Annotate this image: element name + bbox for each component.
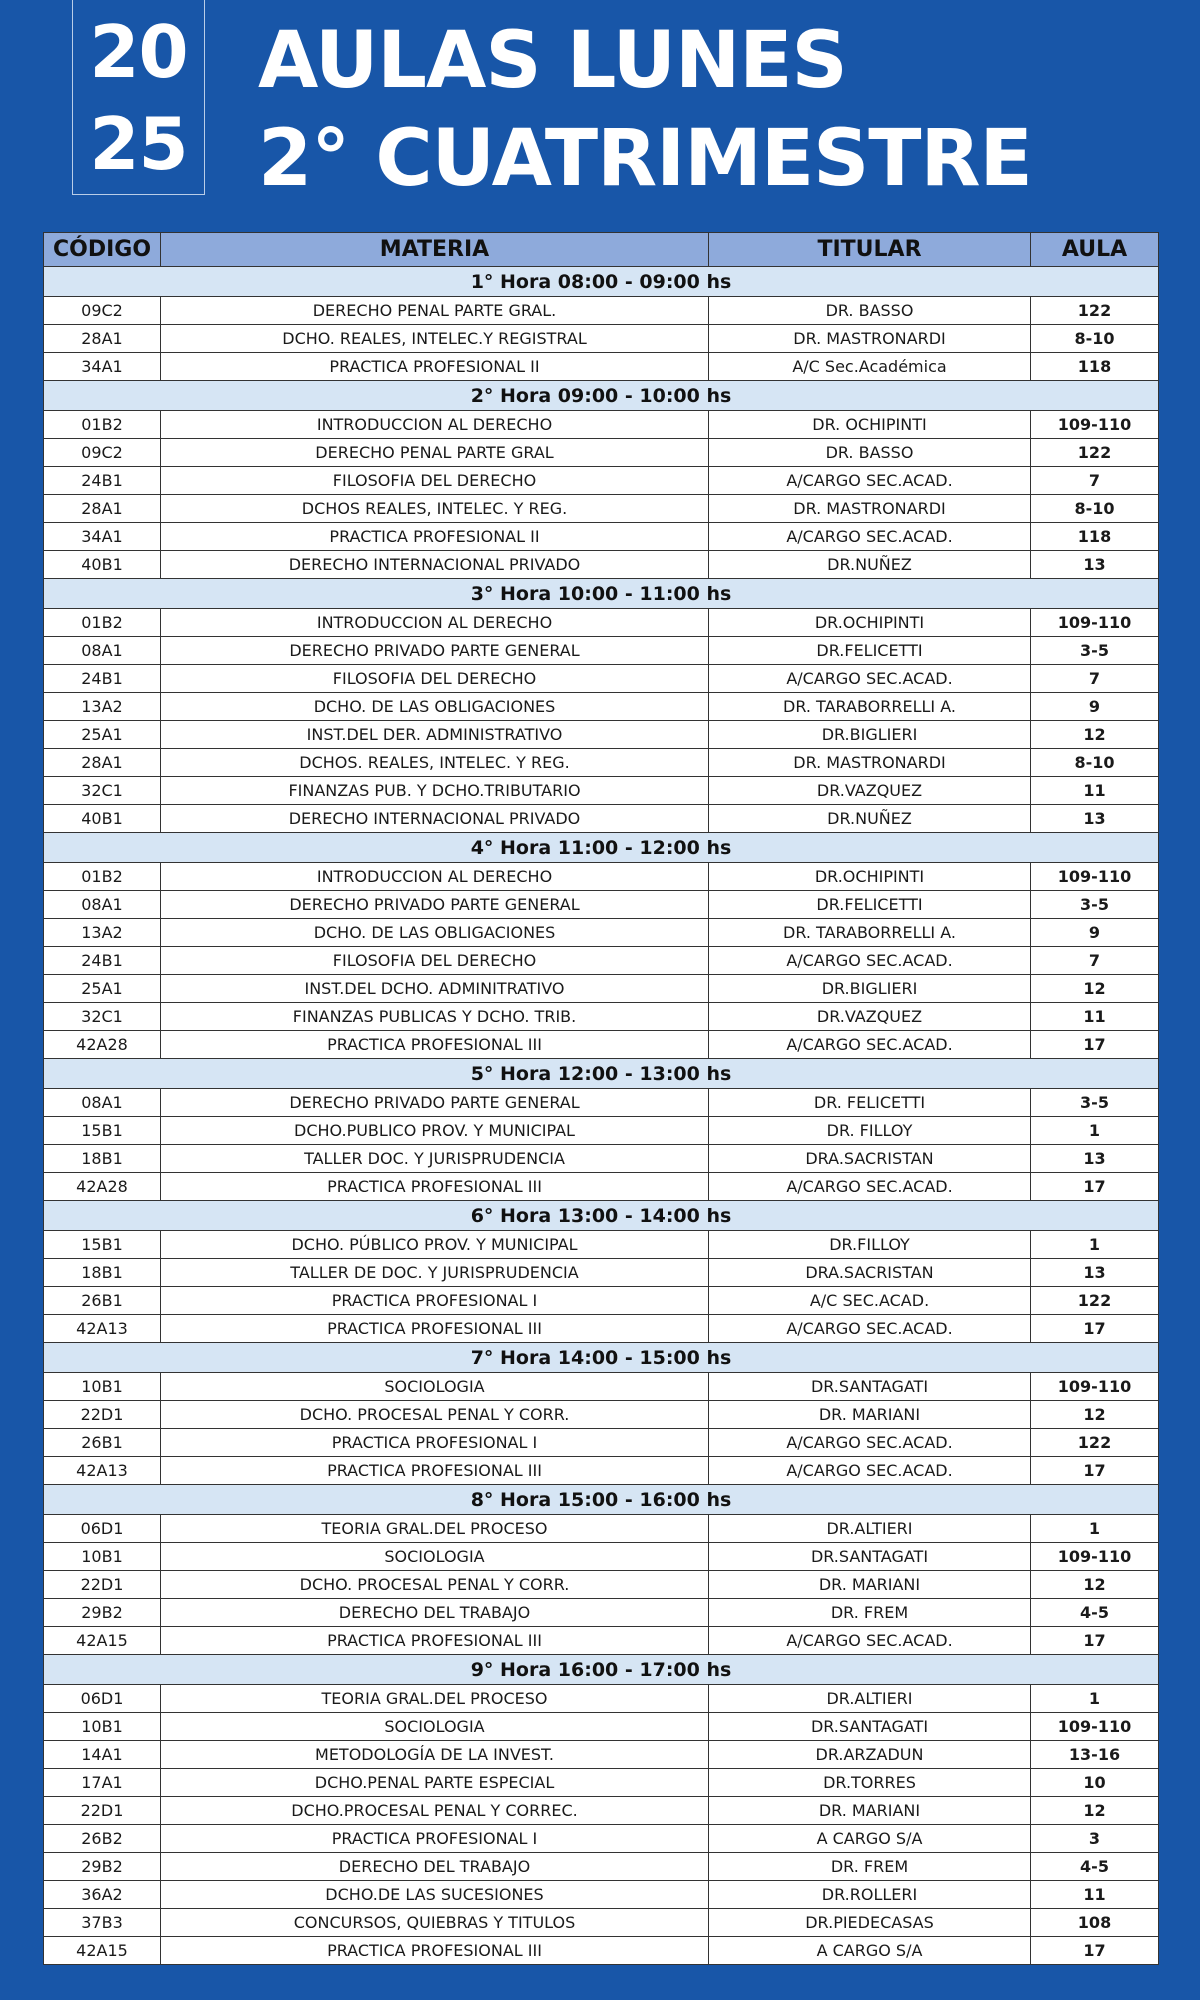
codigo-cell: 26B1 [44, 1429, 161, 1457]
titular-cell: A/C SEC.ACAD. [709, 1287, 1031, 1315]
materia-cell: DERECHO DEL TRABAJO [161, 1853, 709, 1881]
codigo-cell: 01B2 [44, 411, 161, 439]
materia-cell: PRACTICA PROFESIONAL III [161, 1031, 709, 1059]
page-title [258, 12, 1032, 208]
codigo-cell: 08A1 [44, 1089, 161, 1117]
materia-cell: DCHO. DE LAS OBLIGACIONES [161, 919, 709, 947]
column-header-aula: AULA [1031, 233, 1159, 267]
codigo-cell: 24B1 [44, 947, 161, 975]
time-slot-row [44, 1201, 1159, 1231]
column-header-codigo: CÓDIGO [44, 233, 161, 267]
aula-cell: 3-5 [1031, 891, 1159, 919]
aula-cell: 8-10 [1031, 325, 1159, 353]
titular-cell: DR.OCHIPINTI [709, 609, 1031, 637]
aula-cell: 3 [1031, 1825, 1159, 1853]
codigo-cell: 09C2 [44, 297, 161, 325]
aula-cell: 4-5 [1031, 1853, 1159, 1881]
table-row [44, 439, 1159, 467]
aula-cell: 8-10 [1031, 495, 1159, 523]
year-bottom: 25 [89, 102, 188, 186]
titular-cell: DR.PIEDECASAS [709, 1909, 1031, 1937]
materia-cell: DCHO. PÚBLICO PROV. Y MUNICIPAL [161, 1231, 709, 1259]
materia-cell: PRACTICA PROFESIONAL I [161, 1287, 709, 1315]
materia-cell: TALLER DE DOC. Y JURISPRUDENCIA [161, 1259, 709, 1287]
titular-cell: DRA.SACRISTAN [709, 1259, 1031, 1287]
titular-cell: DR.FELICETTI [709, 891, 1031, 919]
titular-cell: DR. FELICETTI [709, 1089, 1031, 1117]
materia-cell: DCHO.DE LAS SUCESIONES [161, 1881, 709, 1909]
time-slot-label: 7° Hora 14:00 - 15:00 hs [44, 1343, 1159, 1373]
table-row [44, 1599, 1159, 1627]
aula-cell: 9 [1031, 693, 1159, 721]
table-row [44, 1909, 1159, 1937]
titular-cell: DR.VAZQUEZ [709, 777, 1031, 805]
aula-cell: 4-5 [1031, 1599, 1159, 1627]
codigo-cell: 25A1 [44, 975, 161, 1003]
table-row [44, 1231, 1159, 1259]
titular-cell: DR. MARIANI [709, 1797, 1031, 1825]
codigo-cell: 26B1 [44, 1287, 161, 1315]
time-slot-label: 9° Hora 16:00 - 17:00 hs [44, 1655, 1159, 1685]
codigo-cell: 28A1 [44, 325, 161, 353]
time-slot-label: 2° Hora 09:00 - 10:00 hs [44, 381, 1159, 411]
table-row [44, 975, 1159, 1003]
aula-cell: 11 [1031, 1881, 1159, 1909]
titular-cell: A CARGO S/A [709, 1937, 1031, 1965]
materia-cell: INTRODUCCION AL DERECHO [161, 863, 709, 891]
titular-cell: A/CARGO SEC.ACAD. [709, 947, 1031, 975]
materia-cell: INTRODUCCION AL DERECHO [161, 609, 709, 637]
aula-cell: 109-110 [1031, 1713, 1159, 1741]
aula-cell: 12 [1031, 1797, 1159, 1825]
titular-cell: DR.ARZADUN [709, 1741, 1031, 1769]
table-row [44, 1741, 1159, 1769]
codigo-cell: 32C1 [44, 777, 161, 805]
codigo-cell: 17A1 [44, 1769, 161, 1797]
table-row [44, 551, 1159, 579]
materia-cell: DCHO. REALES, INTELEC.Y REGISTRAL [161, 325, 709, 353]
codigo-cell: 24B1 [44, 665, 161, 693]
aula-cell: 9 [1031, 919, 1159, 947]
codigo-cell: 42A15 [44, 1627, 161, 1655]
titular-cell: DR.NUÑEZ [709, 551, 1031, 579]
codigo-cell: 25A1 [44, 721, 161, 749]
aula-cell: 12 [1031, 1401, 1159, 1429]
materia-cell: PRACTICA PROFESIONAL III [161, 1315, 709, 1343]
table-row [44, 1881, 1159, 1909]
codigo-cell: 42A28 [44, 1173, 161, 1201]
aula-cell: 7 [1031, 665, 1159, 693]
codigo-cell: 26B2 [44, 1825, 161, 1853]
table-row [44, 1173, 1159, 1201]
table-row [44, 721, 1159, 749]
materia-cell: FINANZAS PUBLICAS Y DCHO. TRIB. [161, 1003, 709, 1031]
materia-cell: FILOSOFIA DEL DERECHO [161, 665, 709, 693]
codigo-cell: 34A1 [44, 353, 161, 381]
table-row [44, 749, 1159, 777]
codigo-cell: 06D1 [44, 1685, 161, 1713]
codigo-cell: 08A1 [44, 637, 161, 665]
materia-cell: DCHO.PENAL PARTE ESPECIAL [161, 1769, 709, 1797]
table-row [44, 1429, 1159, 1457]
aula-cell: 17 [1031, 1031, 1159, 1059]
aula-cell: 17 [1031, 1173, 1159, 1201]
materia-cell: PRACTICA PROFESIONAL III [161, 1457, 709, 1485]
materia-cell: INTRODUCCION AL DERECHO [161, 411, 709, 439]
titular-cell: DR. FREM [709, 1853, 1031, 1881]
time-slot-label: 3° Hora 10:00 - 11:00 hs [44, 579, 1159, 609]
aula-cell: 1 [1031, 1231, 1159, 1259]
table-row [44, 919, 1159, 947]
table-row [44, 665, 1159, 693]
titular-cell: DR. FREM [709, 1599, 1031, 1627]
titular-cell: DR.BIGLIERI [709, 975, 1031, 1003]
time-slot-row [44, 1485, 1159, 1515]
titular-cell: DR. FILLOY [709, 1117, 1031, 1145]
titular-cell: DR.FELICETTI [709, 637, 1031, 665]
table-row [44, 1825, 1159, 1853]
titular-cell: A/CARGO SEC.ACAD. [709, 1173, 1031, 1201]
time-slot-row [44, 579, 1159, 609]
titular-cell: DR. TARABORRELLI A. [709, 693, 1031, 721]
codigo-cell: 01B2 [44, 609, 161, 637]
table-row [44, 1515, 1159, 1543]
table-row [44, 1031, 1159, 1059]
codigo-cell: 13A2 [44, 693, 161, 721]
titular-cell: DR.SANTAGATI [709, 1543, 1031, 1571]
codigo-cell: 15B1 [44, 1117, 161, 1145]
titular-cell: DRA.SACRISTAN [709, 1145, 1031, 1173]
aula-cell: 108 [1031, 1909, 1159, 1937]
table-row [44, 1287, 1159, 1315]
materia-cell: DERECHO PRIVADO PARTE GENERAL [161, 891, 709, 919]
codigo-cell: 42A13 [44, 1315, 161, 1343]
table-row [44, 1315, 1159, 1343]
time-slot-label: 6° Hora 13:00 - 14:00 hs [44, 1201, 1159, 1231]
aula-cell: 17 [1031, 1937, 1159, 1965]
materia-cell: INST.DEL DER. ADMINISTRATIVO [161, 721, 709, 749]
materia-cell: DCHO. DE LAS OBLIGACIONES [161, 693, 709, 721]
time-slot-row [44, 1343, 1159, 1373]
materia-cell: DCHO. PROCESAL PENAL Y CORR. [161, 1401, 709, 1429]
titular-cell: A/CARGO SEC.ACAD. [709, 1031, 1031, 1059]
aula-cell: 8-10 [1031, 749, 1159, 777]
title-line-1: AULAS LUNES [258, 16, 847, 106]
aula-cell: 12 [1031, 721, 1159, 749]
materia-cell: DCHOS REALES, INTELEC. Y REG. [161, 495, 709, 523]
time-slot-label: 8° Hora 15:00 - 16:00 hs [44, 1485, 1159, 1515]
table-row [44, 495, 1159, 523]
codigo-cell: 28A1 [44, 749, 161, 777]
table-row [44, 297, 1159, 325]
time-slot-label: 1° Hora 08:00 - 09:00 hs [44, 267, 1159, 297]
titular-cell: DR.ROLLERI [709, 1881, 1031, 1909]
titular-cell: DR.ALTIERI [709, 1515, 1031, 1543]
codigo-cell: 28A1 [44, 495, 161, 523]
table-row [44, 863, 1159, 891]
aula-cell: 122 [1031, 1287, 1159, 1315]
materia-cell: TEORIA GRAL.DEL PROCESO [161, 1685, 709, 1713]
aula-cell: 1 [1031, 1117, 1159, 1145]
table-row [44, 523, 1159, 551]
titular-cell: A/C Sec.Académica [709, 353, 1031, 381]
time-slot-row [44, 381, 1159, 411]
table-row [44, 947, 1159, 975]
title-line-2: 2° CUATRIMESTRE [258, 114, 1032, 204]
codigo-cell: 10B1 [44, 1373, 161, 1401]
column-header-materia: MATERIA [161, 233, 709, 267]
aula-cell: 17 [1031, 1627, 1159, 1655]
materia-cell: DERECHO INTERNACIONAL PRIVADO [161, 805, 709, 833]
codigo-cell: 22D1 [44, 1401, 161, 1429]
codigo-cell: 14A1 [44, 1741, 161, 1769]
materia-cell: PRACTICA PROFESIONAL I [161, 1825, 709, 1853]
aula-cell: 109-110 [1031, 1543, 1159, 1571]
materia-cell: TEORIA GRAL.DEL PROCESO [161, 1515, 709, 1543]
codigo-cell: 29B2 [44, 1853, 161, 1881]
aula-cell: 13 [1031, 1145, 1159, 1173]
table-row [44, 1543, 1159, 1571]
table-row [44, 637, 1159, 665]
materia-cell: DCHO.PUBLICO PROV. Y MUNICIPAL [161, 1117, 709, 1145]
codigo-cell: 09C2 [44, 439, 161, 467]
table-row [44, 609, 1159, 637]
table-row [44, 1769, 1159, 1797]
titular-cell: A/CARGO SEC.ACAD. [709, 1315, 1031, 1343]
table-row [44, 1571, 1159, 1599]
codigo-cell: 01B2 [44, 863, 161, 891]
titular-cell: A/CARGO SEC.ACAD. [709, 665, 1031, 693]
codigo-cell: 15B1 [44, 1231, 161, 1259]
column-header-row [44, 233, 1159, 267]
titular-cell: DR.OCHIPINTI [709, 863, 1031, 891]
materia-cell: METODOLOGÍA DE LA INVEST. [161, 1741, 709, 1769]
materia-cell: PRACTICA PROFESIONAL I [161, 1429, 709, 1457]
year-top: 20 [89, 10, 188, 94]
materia-cell: DERECHO PRIVADO PARTE GENERAL [161, 1089, 709, 1117]
materia-cell: PRACTICA PROFESIONAL II [161, 523, 709, 551]
titular-cell: DR. MASTRONARDI [709, 325, 1031, 353]
aula-cell: 109-110 [1031, 863, 1159, 891]
time-slot-row [44, 1059, 1159, 1089]
materia-cell: PRACTICA PROFESIONAL II [161, 353, 709, 381]
aula-cell: 3-5 [1031, 637, 1159, 665]
codigo-cell: 40B1 [44, 805, 161, 833]
table-row [44, 1853, 1159, 1881]
table-row [44, 777, 1159, 805]
aula-cell: 17 [1031, 1315, 1159, 1343]
codigo-cell: 32C1 [44, 1003, 161, 1031]
table-row [44, 1259, 1159, 1287]
codigo-cell: 42A28 [44, 1031, 161, 1059]
aula-cell: 13 [1031, 805, 1159, 833]
codigo-cell: 06D1 [44, 1515, 161, 1543]
aula-cell: 1 [1031, 1515, 1159, 1543]
materia-cell: SOCIOLOGIA [161, 1373, 709, 1401]
table-row [44, 1685, 1159, 1713]
codigo-cell: 42A15 [44, 1937, 161, 1965]
codigo-cell: 40B1 [44, 551, 161, 579]
codigo-cell: 34A1 [44, 523, 161, 551]
aula-cell: 122 [1031, 1429, 1159, 1457]
aula-cell: 17 [1031, 1457, 1159, 1485]
table-row [44, 411, 1159, 439]
materia-cell: DERECHO PENAL PARTE GRAL [161, 439, 709, 467]
codigo-cell: 13A2 [44, 919, 161, 947]
aula-cell: 12 [1031, 1571, 1159, 1599]
materia-cell: FILOSOFIA DEL DERECHO [161, 467, 709, 495]
materia-cell: FILOSOFIA DEL DERECHO [161, 947, 709, 975]
table-row [44, 1937, 1159, 1965]
table-row [44, 1457, 1159, 1485]
aula-cell: 109-110 [1031, 609, 1159, 637]
table-row [44, 1117, 1159, 1145]
aula-cell: 7 [1031, 947, 1159, 975]
aula-cell: 3-5 [1031, 1089, 1159, 1117]
titular-cell: DR. TARABORRELLI A. [709, 919, 1031, 947]
materia-cell: DCHOS. REALES, INTELEC. Y REG. [161, 749, 709, 777]
table-row [44, 325, 1159, 353]
aula-cell: 11 [1031, 777, 1159, 805]
aula-cell: 10 [1031, 1769, 1159, 1797]
titular-cell: DR.NUÑEZ [709, 805, 1031, 833]
aula-cell: 122 [1031, 439, 1159, 467]
materia-cell: TALLER DOC. Y JURISPRUDENCIA [161, 1145, 709, 1173]
table-row [44, 1713, 1159, 1741]
aula-cell: 13 [1031, 551, 1159, 579]
codigo-cell: 08A1 [44, 891, 161, 919]
schedule-table [43, 232, 1159, 1965]
titular-cell: A/CARGO SEC.ACAD. [709, 1429, 1031, 1457]
titular-cell: DR. MARIANI [709, 1571, 1031, 1599]
column-header-titular: TITULAR [709, 233, 1031, 267]
materia-cell: DERECHO PENAL PARTE GRAL. [161, 297, 709, 325]
materia-cell: PRACTICA PROFESIONAL III [161, 1173, 709, 1201]
titular-cell: DR.SANTAGATI [709, 1373, 1031, 1401]
aula-cell: 12 [1031, 975, 1159, 1003]
aula-cell: 109-110 [1031, 1373, 1159, 1401]
time-slot-row [44, 267, 1159, 297]
table-row [44, 1401, 1159, 1429]
aula-cell: 118 [1031, 523, 1159, 551]
titular-cell: A/CARGO SEC.ACAD. [709, 1457, 1031, 1485]
codigo-cell: 36A2 [44, 1881, 161, 1909]
codigo-cell: 18B1 [44, 1259, 161, 1287]
titular-cell: A CARGO S/A [709, 1825, 1031, 1853]
codigo-cell: 18B1 [44, 1145, 161, 1173]
titular-cell: DR. BASSO [709, 297, 1031, 325]
materia-cell: PRACTICA PROFESIONAL III [161, 1937, 709, 1965]
aula-cell: 11 [1031, 1003, 1159, 1031]
table-row [44, 1797, 1159, 1825]
titular-cell: DR. BASSO [709, 439, 1031, 467]
materia-cell: DERECHO DEL TRABAJO [161, 1599, 709, 1627]
codigo-cell: 37B3 [44, 1909, 161, 1937]
codigo-cell: 22D1 [44, 1571, 161, 1599]
codigo-cell: 42A13 [44, 1457, 161, 1485]
titular-cell: DR.FILLOY [709, 1231, 1031, 1259]
codigo-cell: 29B2 [44, 1599, 161, 1627]
table-row [44, 467, 1159, 495]
materia-cell: DCHO.PROCESAL PENAL Y CORREC. [161, 1797, 709, 1825]
titular-cell: DR.SANTAGATI [709, 1713, 1031, 1741]
aula-cell: 13 [1031, 1259, 1159, 1287]
time-slot-label: 5° Hora 12:00 - 13:00 hs [44, 1059, 1159, 1089]
aula-cell: 109-110 [1031, 411, 1159, 439]
materia-cell: SOCIOLOGIA [161, 1543, 709, 1571]
titular-cell: DR.BIGLIERI [709, 721, 1031, 749]
table-row [44, 891, 1159, 919]
table-row [44, 805, 1159, 833]
table-row [44, 353, 1159, 381]
aula-cell: 7 [1031, 467, 1159, 495]
aula-cell: 1 [1031, 1685, 1159, 1713]
time-slot-row [44, 1655, 1159, 1685]
table-row [44, 1089, 1159, 1117]
materia-cell: DERECHO INTERNACIONAL PRIVADO [161, 551, 709, 579]
titular-cell: DR. MARIANI [709, 1401, 1031, 1429]
titular-cell: DR. MASTRONARDI [709, 495, 1031, 523]
table-row [44, 693, 1159, 721]
aula-cell: 13-16 [1031, 1741, 1159, 1769]
year-badge [72, 0, 205, 195]
materia-cell: DCHO. PROCESAL PENAL Y CORR. [161, 1571, 709, 1599]
materia-cell: INST.DEL DCHO. ADMINITRATIVO [161, 975, 709, 1003]
titular-cell: DR.ALTIERI [709, 1685, 1031, 1713]
table-row [44, 1003, 1159, 1031]
schedule-body [44, 267, 1159, 1965]
codigo-cell: 22D1 [44, 1797, 161, 1825]
table-row [44, 1373, 1159, 1401]
titular-cell: A/CARGO SEC.ACAD. [709, 467, 1031, 495]
aula-cell: 122 [1031, 297, 1159, 325]
materia-cell: FINANZAS PUB. Y DCHO.TRIBUTARIO [161, 777, 709, 805]
titular-cell: DR.TORRES [709, 1769, 1031, 1797]
titular-cell: DR.VAZQUEZ [709, 1003, 1031, 1031]
codigo-cell: 10B1 [44, 1713, 161, 1741]
codigo-cell: 24B1 [44, 467, 161, 495]
aula-cell: 118 [1031, 353, 1159, 381]
titular-cell: A/CARGO SEC.ACAD. [709, 1627, 1031, 1655]
materia-cell: CONCURSOS, QUIEBRAS Y TITULOS [161, 1909, 709, 1937]
materia-cell: PRACTICA PROFESIONAL III [161, 1627, 709, 1655]
titular-cell: DR. OCHIPINTI [709, 411, 1031, 439]
table-row [44, 1145, 1159, 1173]
titular-cell: DR. MASTRONARDI [709, 749, 1031, 777]
time-slot-label: 4° Hora 11:00 - 12:00 hs [44, 833, 1159, 863]
titular-cell: A/CARGO SEC.ACAD. [709, 523, 1031, 551]
materia-cell: SOCIOLOGIA [161, 1713, 709, 1741]
time-slot-row [44, 833, 1159, 863]
table-row [44, 1627, 1159, 1655]
materia-cell: DERECHO PRIVADO PARTE GENERAL [161, 637, 709, 665]
codigo-cell: 10B1 [44, 1543, 161, 1571]
